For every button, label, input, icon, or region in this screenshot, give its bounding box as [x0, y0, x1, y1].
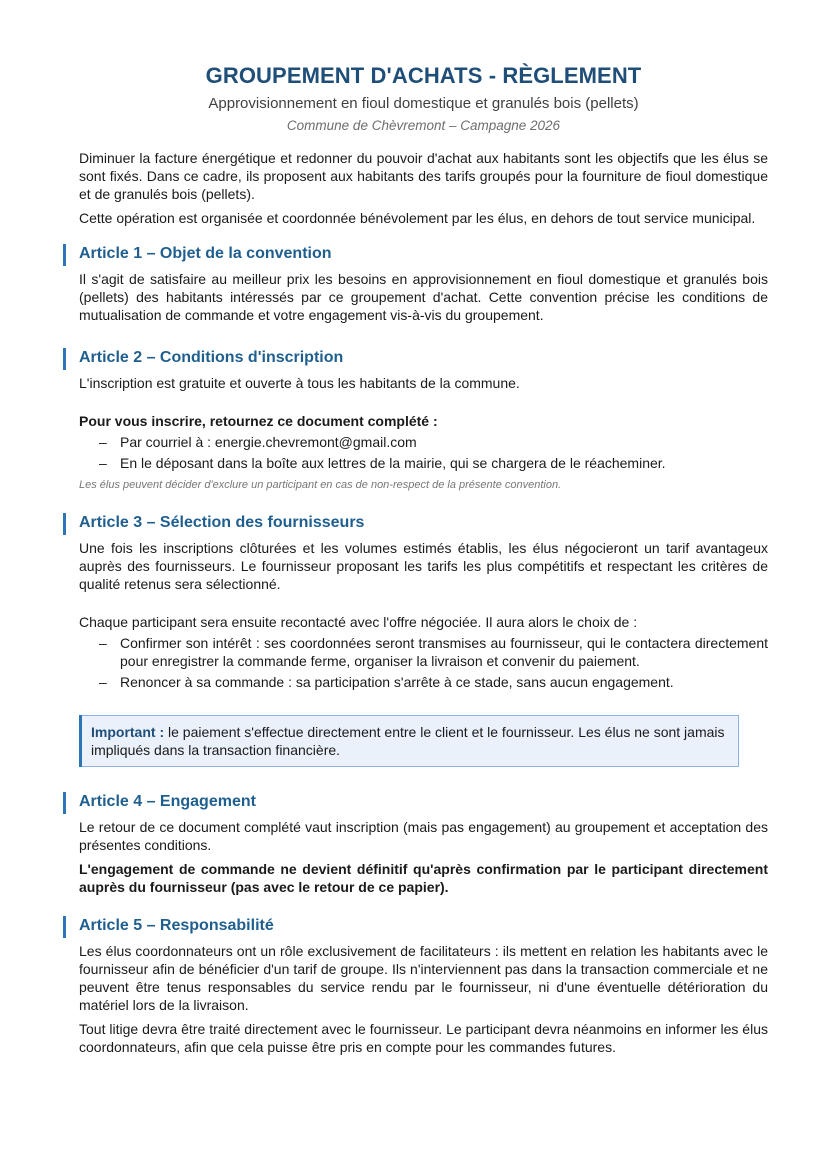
intro-paragraph-1: Diminuer la facture énergétique et redonner du pouvoir d'achat aux habitants sont les objectifs que les élus se sont fixés. Dans ce cadre, ils proposent aux habitants des tarifs groupés pour la fourniture de fioul domestique et de granulés bois (pellets).: [79, 150, 768, 202]
dash-bullet: –: [99, 674, 107, 690]
article-3-paragraph-1: Une fois les inscriptions clôturées et les volumes estimés établis, les élus négocieront un tarif avantageux auprès des fournisseurs. Le fournisseur proposant les tarifs les plus compétitifs et respectant les critères de qualité retenus sera sélectionné.: [79, 540, 768, 592]
section-accent-bar: [63, 916, 66, 938]
register-method-mailbox: En le déposant dans la boîte aux lettres de la mairie, qui se chargera de le réacheminer.: [120, 455, 666, 471]
list-item: [79, 673, 768, 691]
article-5: [79, 916, 768, 1056]
article-4-title: Article 4 – Engagement: [79, 793, 256, 810]
list-item: [79, 454, 768, 472]
participant-choices-list: [79, 634, 768, 691]
article-4-paragraph-1: Le retour de ce document complété vaut inscription (mais pas engagement) au groupement et acceptation des présentes conditions.: [79, 819, 768, 853]
article-5-title: Article 5 – Responsabilité: [79, 917, 274, 934]
section-accent-bar: [63, 792, 66, 814]
article-1-title: Article 1 – Objet de la convention: [79, 245, 332, 262]
choice-cancel: Renoncer à sa commande : sa participation s'arrête à ce stade, sans aucun engagement.: [120, 674, 674, 690]
article-2-paragraph: L'inscription est gratuite et ouverte à tous les habitants de la commune.: [79, 375, 520, 391]
section-accent-bar: [63, 348, 66, 370]
document-title: GROUPEMENT D'ACHATS - RÈGLEMENT: [205, 63, 642, 88]
choice-confirm: Confirmer son intérêt : ses coordonnées seront transmises au fournisseur, qui le contactera directement pour enregistrer la commande ferme, organiser la livraison et convenir du paiement.: [120, 635, 768, 669]
article-3-paragraph-2: Chaque participant sera ensuite recontacté avec l'offre négociée. Il aura alors le choix de :: [79, 614, 638, 630]
register-heading: Pour vous inscrire, retournez ce document complété :: [79, 413, 438, 429]
article-4-paragraph-2: L'engagement de commande ne devient définitif qu'après confirmation par le participant directement auprès du fournisseur (pas avec le retour de ce papier).: [79, 861, 768, 895]
list-item: [79, 634, 768, 670]
article-2: [79, 348, 768, 492]
article-2-title: Article 2 – Conditions d'inscription: [79, 349, 344, 366]
callout-text: le paiement s'effectue directement entre le client et le fournisseur. Les élus ne sont jamais impliqués dans la transaction financière.: [91, 724, 725, 758]
dash-bullet: –: [99, 434, 107, 450]
register-methods-list: [79, 433, 768, 472]
article-4: [79, 792, 768, 896]
dash-bullet: –: [99, 635, 107, 651]
intro-paragraph-2: Cette opération est organisée et coordonnée bénévolement par les élus, en dehors de tout service municipal.: [79, 210, 756, 226]
article-1-paragraph: Il s'agit de satisfaire au meilleur prix les besoins en approvisionnement en fioul domestique et granulés bois (pellets) des habitants intéressés par ce groupement d'achat. Cette convention précise les conditions de mutualisation de commande et votre engagement vis-à-vis du groupement.: [79, 271, 768, 323]
document-page: [79, 62, 768, 1056]
important-callout: [79, 715, 739, 767]
list-item: [79, 433, 768, 451]
commune-campaign: Commune de Chèvremont – Campagne 2026: [286, 118, 561, 133]
article-3: [79, 513, 768, 767]
section-accent-bar: [63, 244, 66, 266]
dash-bullet: –: [99, 455, 107, 471]
article-1: [79, 244, 768, 324]
article-5-paragraph-2: Tout litige devra être traité directement avec le fournisseur. Le participant devra néanmoins en informer les élus coordonnateurs, afin que cela puisse être pris en compte pour les commandes futures.: [79, 1021, 768, 1055]
section-accent-bar: [63, 513, 66, 535]
article-5-paragraph-1: Les élus coordonnateurs ont un rôle exclusivement de facilitateurs : ils mettent en relation les habitants avec le fournisseur afin de bénéficier d'un tarif de groupe. Ils n'interviennent pas dans la transaction commerciale et ne peuvent être tenus responsables du service rendu par le fournisseur, ni d'une éventuelle détérioration du matériel lors de la livraison.: [79, 943, 768, 1013]
register-method-email: Par courriel à : energie.chevremont@gmail.com: [120, 434, 417, 450]
exclusion-note: Les élus peuvent décider d'exclure un participant en cas de non-respect de la présente convention.: [79, 479, 562, 491]
article-3-title: Article 3 – Sélection des fournisseurs: [79, 514, 365, 531]
document-subtitle: Approvisionnement en fioul domestique et granulés bois (pellets): [208, 95, 639, 112]
callout-label: Important :: [91, 724, 165, 740]
